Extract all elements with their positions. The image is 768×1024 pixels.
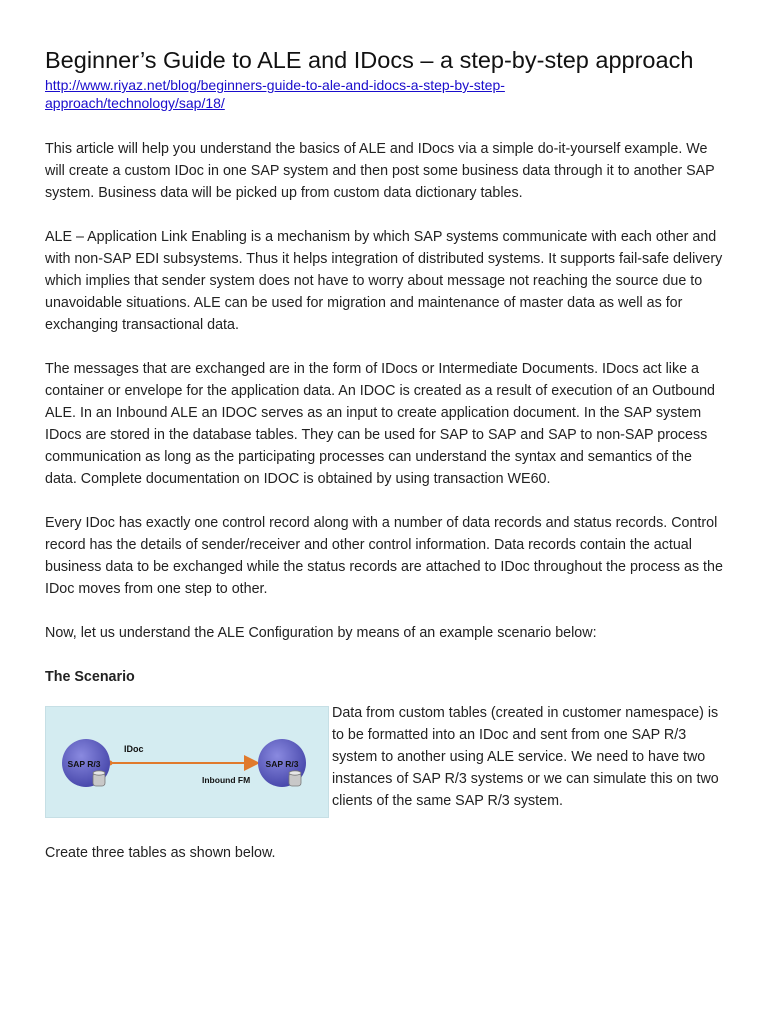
idoc-definition-paragraph: The messages that are exchanged are in the form of IDocs or Intermediate Documents. IDocs act like a container or envelope for the application data. An IDOC is created as a result of execution of an Outbound ALE. In an Inbound ALE an IDOC serves as an input to create application document. In the SAP system IDocs are stored in the database tables. They can be used for SAP to SAP and SAP to non-SAP process communication as long as the participating processes can understand the syntax and semantics of the data. Complete documentation on IDOC is obtained by using transaction WE60. bbox=[45, 361, 715, 487]
closing-paragraph: Create three tables as shown below. bbox=[45, 845, 276, 861]
scenario-description: Data from custom tables (created in customer namespace) is to be formatted into an IDoc and sent from one SAP R/3 system to another using ALE service. We need to have two instances of SAP R/3 systems or we can simulate this on two clients of the same SAP R/3 system. bbox=[332, 705, 719, 809]
article-url-line2: approach/technology/sap/18/ bbox=[45, 95, 225, 111]
left-node-label: SAP R/3 bbox=[67, 759, 101, 769]
article-url-line1: http://www.riyaz.net/blog/beginners-guide-to-ale-and-idocs-a-step-by-step- bbox=[45, 77, 505, 93]
idoc-label: IDoc bbox=[124, 744, 144, 754]
article-url-link[interactable] bbox=[45, 76, 725, 112]
article-title: Beginner’s Guide to ALE and IDocs – a step-by-step approach bbox=[45, 47, 694, 73]
left-sap-node bbox=[62, 739, 110, 787]
ale-definition-paragraph: ALE – Application Link Enabling is a mechanism by which SAP systems communicate with each other and with non-SAP EDI subsystems. Thus it helps integration of distributed systems. It supports fail-safe delivery which implies that sender system does not have to worry about message not reaching the source due to unavoidable situations. ALE can be used for migration and maintenance of master data as well as for exchanging transactional data. bbox=[45, 229, 723, 333]
inbound-fm-label: Inbound FM bbox=[202, 775, 251, 785]
document-page bbox=[45, 44, 725, 886]
scenario-heading: The Scenario bbox=[45, 669, 135, 685]
ale-scenario-diagram bbox=[45, 706, 329, 818]
scenario-section bbox=[45, 702, 725, 820]
right-sap-node bbox=[258, 739, 306, 787]
diagram-svg bbox=[46, 707, 328, 817]
configuration-intro-paragraph: Now, let us understand the ALE Configuration by means of an example scenario below: bbox=[45, 625, 597, 641]
intro-paragraph: This article will help you understand the basics of ALE and IDocs via a simple do-it-yourself example. We will create a custom IDoc in one SAP system and then post some business data through it to another SAP system. Business data will be picked up from custom data dictionary tables. bbox=[45, 141, 715, 201]
right-node-label: SAP R/3 bbox=[265, 759, 299, 769]
idoc-records-paragraph: Every IDoc has exactly one control record along with a number of data records and status records. Control record has the details of sender/receiver and other control information. Data records contain the actual business data to be exchanged while the status records are attached to IDoc throughout the process as the IDoc moves from one step to other. bbox=[45, 515, 723, 597]
